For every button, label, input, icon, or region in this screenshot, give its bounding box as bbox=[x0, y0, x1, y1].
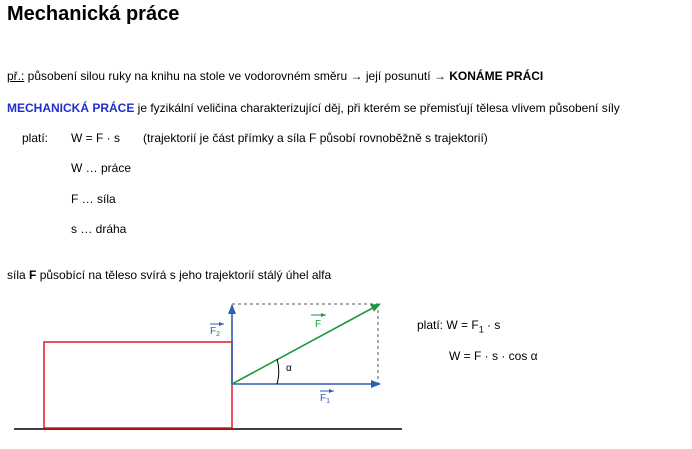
relation-line-2: W = F · s · cos α bbox=[449, 349, 538, 363]
angle-sentence-pre: síla bbox=[7, 268, 30, 282]
formula-equation: W = F · s bbox=[71, 131, 120, 145]
legend-force: F … síla bbox=[71, 192, 116, 206]
formula-label: platí: bbox=[22, 131, 49, 145]
f-label: F bbox=[315, 319, 322, 330]
angle-sentence-post: působící na těleso svírá s jeho trajektorií stálý úhel alfa bbox=[36, 268, 332, 282]
f2-label: $F_2$ bbox=[210, 326, 221, 338]
relation-1-sub: 1 bbox=[478, 324, 484, 335]
definition-text: je fyzikální veličina charakterizující děj, při kterém se přemisťují tělesa vlivem působení síly bbox=[134, 101, 620, 115]
relation-1-suffix: · s bbox=[483, 318, 501, 332]
block bbox=[44, 342, 232, 428]
page-title: Mechanická práce bbox=[7, 3, 180, 25]
legend-work: W … práce bbox=[71, 161, 132, 175]
angle-label: α bbox=[286, 363, 292, 374]
arrow-icon: → bbox=[433, 69, 446, 83]
legend-distance: s … dráha bbox=[71, 222, 127, 236]
definition-term: MECHANICKÁ PRÁCE bbox=[7, 101, 135, 115]
f-vector bbox=[232, 304, 380, 384]
f1-label: $F_1$ bbox=[320, 393, 331, 405]
formula-note: (trajektorií je část přímky a síla F působí rovnoběžně s trajektorií) bbox=[143, 131, 488, 145]
angle-sentence-force: F bbox=[29, 268, 37, 282]
example-mid: její posunutí bbox=[362, 69, 434, 83]
relation-1-prefix: platí: W = F bbox=[417, 318, 479, 332]
arrow-icon: → bbox=[350, 69, 363, 83]
example-prefix: př.: bbox=[7, 69, 25, 83]
example-conclusion: KONÁME PRÁCI bbox=[445, 69, 544, 83]
angle-arc bbox=[277, 359, 279, 384]
example-text: působení silou ruky na knihu na stole ve vodorovném směru bbox=[24, 69, 351, 83]
relation-line-1 bbox=[417, 318, 500, 334]
